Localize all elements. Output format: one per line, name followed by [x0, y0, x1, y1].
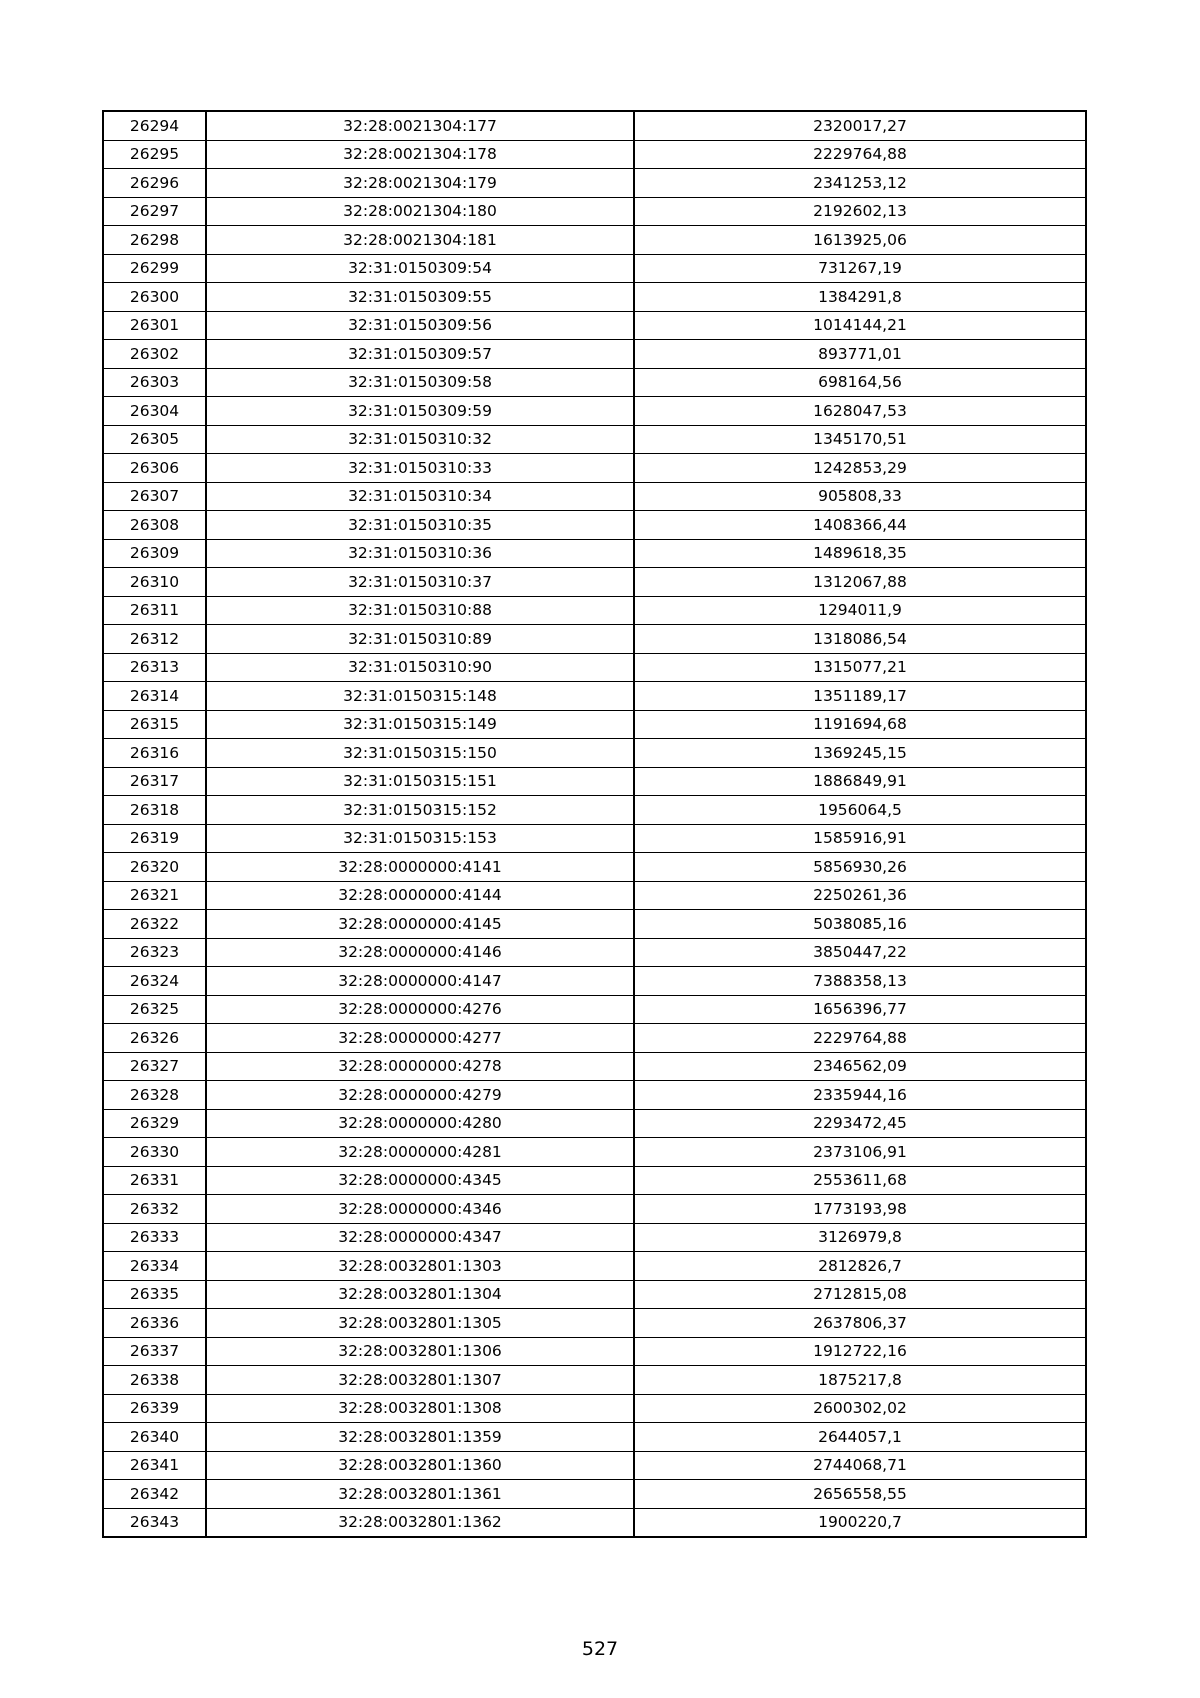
cadastral-value-cell: 1014144,21	[634, 311, 1086, 340]
table-row	[103, 397, 1086, 426]
table-row	[103, 710, 1086, 739]
row-number-cell: 26300	[103, 283, 206, 312]
cadastral-number-cell: 32:28:0000000:4278	[206, 1052, 634, 1081]
table-row	[103, 1423, 1086, 1452]
row-number-cell: 26306	[103, 454, 206, 483]
cadastral-value-cell: 7388358,13	[634, 967, 1086, 996]
cadastral-number-cell: 32:28:0032801:1308	[206, 1394, 634, 1423]
cadastral-number-cell: 32:31:0150315:152	[206, 796, 634, 825]
cadastral-value-cell: 2637806,37	[634, 1309, 1086, 1338]
cadastral-value-cell: 1489618,35	[634, 539, 1086, 568]
row-number-cell: 26302	[103, 340, 206, 369]
row-number-cell: 26330	[103, 1138, 206, 1167]
cadastral-value-cell: 698164,56	[634, 368, 1086, 397]
cadastral-value-cell: 1585916,91	[634, 824, 1086, 853]
table-row	[103, 511, 1086, 540]
row-number-cell: 26312	[103, 625, 206, 654]
table-row	[103, 539, 1086, 568]
cadastral-value-cell: 1912722,16	[634, 1337, 1086, 1366]
row-number-cell: 26324	[103, 967, 206, 996]
table-row	[103, 824, 1086, 853]
table-row	[103, 1138, 1086, 1167]
table-row	[103, 169, 1086, 198]
cadastral-value-cell: 3126979,8	[634, 1223, 1086, 1252]
cadastral-number-cell: 32:31:0150309:54	[206, 254, 634, 283]
cadastral-value-cell: 2553611,68	[634, 1166, 1086, 1195]
cadastral-number-cell: 32:31:0150310:33	[206, 454, 634, 483]
row-number-cell: 26316	[103, 739, 206, 768]
row-number-cell: 26335	[103, 1280, 206, 1309]
cadastral-value-cell: 1408366,44	[634, 511, 1086, 540]
cadastral-number-cell: 32:31:0150310:36	[206, 539, 634, 568]
row-number-cell: 26313	[103, 653, 206, 682]
cadastral-number-cell: 32:31:0150315:150	[206, 739, 634, 768]
cadastral-number-cell: 32:28:0000000:4281	[206, 1138, 634, 1167]
cadastral-number-cell: 32:31:0150315:151	[206, 767, 634, 796]
cadastral-value-cell: 2644057,1	[634, 1423, 1086, 1452]
cadastral-value-cell: 1312067,88	[634, 568, 1086, 597]
table-row	[103, 682, 1086, 711]
cadastral-number-cell: 32:28:0000000:4147	[206, 967, 634, 996]
row-number-cell: 26298	[103, 226, 206, 255]
row-number-cell: 26332	[103, 1195, 206, 1224]
table-row	[103, 1337, 1086, 1366]
cadastral-value-cell: 1956064,5	[634, 796, 1086, 825]
cadastral-value-cell: 1384291,8	[634, 283, 1086, 312]
cadastral-value-cell: 1345170,51	[634, 425, 1086, 454]
row-number-cell: 26308	[103, 511, 206, 540]
cadastral-number-cell: 32:31:0150310:35	[206, 511, 634, 540]
cadastral-value-cell: 2229764,88	[634, 1024, 1086, 1053]
cadastral-number-cell: 32:28:0021304:178	[206, 140, 634, 169]
cadastral-value-cell: 2373106,91	[634, 1138, 1086, 1167]
cadastral-value-cell: 1628047,53	[634, 397, 1086, 426]
table-row	[103, 1252, 1086, 1281]
row-number-cell: 26301	[103, 311, 206, 340]
row-number-cell: 26326	[103, 1024, 206, 1053]
cadastral-number-cell: 32:28:0021304:180	[206, 197, 634, 226]
row-number-cell: 26325	[103, 995, 206, 1024]
table-row	[103, 995, 1086, 1024]
table-row	[103, 1223, 1086, 1252]
cadastral-value-cell: 2192602,13	[634, 197, 1086, 226]
table-row	[103, 340, 1086, 369]
cadastral-value-cell: 2812826,7	[634, 1252, 1086, 1281]
row-number-cell: 26329	[103, 1109, 206, 1138]
cadastral-number-cell: 32:31:0150310:34	[206, 482, 634, 511]
row-number-cell: 26334	[103, 1252, 206, 1281]
row-number-cell: 26321	[103, 881, 206, 910]
cadastral-value-cell: 1886849,91	[634, 767, 1086, 796]
cadastral-value-cell: 1900220,7	[634, 1508, 1086, 1537]
cadastral-number-cell: 32:31:0150309:59	[206, 397, 634, 426]
row-number-cell: 26294	[103, 111, 206, 140]
cadastral-number-cell: 32:31:0150310:89	[206, 625, 634, 654]
cadastral-number-cell: 32:28:0000000:4276	[206, 995, 634, 1024]
table-body	[103, 111, 1086, 1537]
cadastral-value-cell: 1656396,77	[634, 995, 1086, 1024]
row-number-cell: 26327	[103, 1052, 206, 1081]
table-row	[103, 1024, 1086, 1053]
table-row	[103, 1109, 1086, 1138]
table-row	[103, 368, 1086, 397]
row-number-cell: 26311	[103, 596, 206, 625]
cadastral-value-cell: 1369245,15	[634, 739, 1086, 768]
page-number: 527	[581, 1638, 619, 1660]
table-row	[103, 910, 1086, 939]
cadastral-number-cell: 32:31:0150309:56	[206, 311, 634, 340]
row-number-cell: 26342	[103, 1480, 206, 1509]
cadastral-number-cell: 32:28:0032801:1307	[206, 1366, 634, 1395]
row-number-cell: 26307	[103, 482, 206, 511]
cadastral-value-cell: 2341253,12	[634, 169, 1086, 198]
table-row	[103, 254, 1086, 283]
cadastral-number-cell: 32:31:0150315:149	[206, 710, 634, 739]
row-number-cell: 26338	[103, 1366, 206, 1395]
cadastral-number-cell: 32:28:0032801:1304	[206, 1280, 634, 1309]
row-number-cell: 26322	[103, 910, 206, 939]
row-number-cell: 26317	[103, 767, 206, 796]
cadastral-value-cell: 2346562,09	[634, 1052, 1086, 1081]
row-number-cell: 26331	[103, 1166, 206, 1195]
table-row	[103, 482, 1086, 511]
cadastral-value-cell: 1773193,98	[634, 1195, 1086, 1224]
cadastral-number-cell: 32:28:0032801:1360	[206, 1451, 634, 1480]
table-row	[103, 596, 1086, 625]
table-row	[103, 311, 1086, 340]
cadastral-value-cell: 2712815,08	[634, 1280, 1086, 1309]
row-number-cell: 26297	[103, 197, 206, 226]
cadastral-value-cell: 2656558,55	[634, 1480, 1086, 1509]
table-row	[103, 853, 1086, 882]
cadastral-value-cell: 1875217,8	[634, 1366, 1086, 1395]
cadastral-number-cell: 32:28:0000000:4141	[206, 853, 634, 882]
table-row	[103, 796, 1086, 825]
row-number-cell: 26339	[103, 1394, 206, 1423]
cadastral-value-cell: 2250261,36	[634, 881, 1086, 910]
row-number-cell: 26304	[103, 397, 206, 426]
table-row	[103, 1366, 1086, 1395]
cadastral-number-cell: 32:28:0021304:179	[206, 169, 634, 198]
cadastral-number-cell: 32:28:0000000:4280	[206, 1109, 634, 1138]
cadastral-value-cell: 893771,01	[634, 340, 1086, 369]
row-number-cell: 26310	[103, 568, 206, 597]
cadastral-number-cell: 32:28:0000000:4345	[206, 1166, 634, 1195]
cadastral-value-cell: 5038085,16	[634, 910, 1086, 939]
cadastral-value-cell: 1242853,29	[634, 454, 1086, 483]
cadastral-number-cell: 32:31:0150310:90	[206, 653, 634, 682]
row-number-cell: 26314	[103, 682, 206, 711]
table-row	[103, 1309, 1086, 1338]
cadastral-number-cell: 32:28:0000000:4277	[206, 1024, 634, 1053]
cadastral-number-cell: 32:31:0150315:148	[206, 682, 634, 711]
row-number-cell: 26340	[103, 1423, 206, 1452]
cadastral-value-cell: 2229764,88	[634, 140, 1086, 169]
table-row	[103, 1166, 1086, 1195]
table-row	[103, 625, 1086, 654]
row-number-cell: 26336	[103, 1309, 206, 1338]
cadastral-value-cell: 905808,33	[634, 482, 1086, 511]
cadastral-number-cell: 32:28:0000000:4347	[206, 1223, 634, 1252]
cadastral-number-cell: 32:28:0000000:4279	[206, 1081, 634, 1110]
row-number-cell: 26309	[103, 539, 206, 568]
cadastral-value-cell: 731267,19	[634, 254, 1086, 283]
row-number-cell: 26333	[103, 1223, 206, 1252]
row-number-cell: 26295	[103, 140, 206, 169]
cadastral-value-cell: 5856930,26	[634, 853, 1086, 882]
cadastral-value-cell: 1613925,06	[634, 226, 1086, 255]
cadastral-number-cell: 32:28:0000000:4146	[206, 938, 634, 967]
table-row	[103, 111, 1086, 140]
row-number-cell: 26319	[103, 824, 206, 853]
row-number-cell: 26299	[103, 254, 206, 283]
cadastral-number-cell: 32:28:0021304:181	[206, 226, 634, 255]
cadastral-number-cell: 32:28:0032801:1305	[206, 1309, 634, 1338]
cadastral-number-cell: 32:28:0000000:4346	[206, 1195, 634, 1224]
row-number-cell: 26320	[103, 853, 206, 882]
table-row	[103, 226, 1086, 255]
cadastral-value-cell: 1351189,17	[634, 682, 1086, 711]
cadastral-value-cell: 2320017,27	[634, 111, 1086, 140]
table-row	[103, 1508, 1086, 1537]
table-row	[103, 1052, 1086, 1081]
row-number-cell: 26296	[103, 169, 206, 198]
table-row	[103, 938, 1086, 967]
table-row	[103, 1480, 1086, 1509]
cadastral-number-cell: 32:31:0150309:57	[206, 340, 634, 369]
table-row	[103, 767, 1086, 796]
cadastral-number-cell: 32:31:0150310:37	[206, 568, 634, 597]
table-row	[103, 283, 1086, 312]
cadastral-number-cell: 32:31:0150310:32	[206, 425, 634, 454]
cadastre-value-table	[102, 110, 1087, 1538]
cadastral-value-cell: 1315077,21	[634, 653, 1086, 682]
cadastral-number-cell: 32:28:0000000:4145	[206, 910, 634, 939]
cadastral-number-cell: 32:28:0032801:1306	[206, 1337, 634, 1366]
row-number-cell: 26341	[103, 1451, 206, 1480]
cadastral-value-cell: 1191694,68	[634, 710, 1086, 739]
table-row	[103, 1280, 1086, 1309]
table-row	[103, 967, 1086, 996]
row-number-cell: 26315	[103, 710, 206, 739]
cadastral-number-cell: 32:31:0150315:153	[206, 824, 634, 853]
cadastral-number-cell: 32:28:0021304:177	[206, 111, 634, 140]
table-row	[103, 140, 1086, 169]
cadastral-value-cell: 1318086,54	[634, 625, 1086, 654]
cadastral-number-cell: 32:31:0150309:58	[206, 368, 634, 397]
table-row	[103, 653, 1086, 682]
table-row	[103, 1195, 1086, 1224]
row-number-cell: 26323	[103, 938, 206, 967]
cadastral-number-cell: 32:31:0150310:88	[206, 596, 634, 625]
table-row	[103, 1081, 1086, 1110]
cadastral-number-cell: 32:28:0032801:1303	[206, 1252, 634, 1281]
cadastral-value-cell: 2744068,71	[634, 1451, 1086, 1480]
row-number-cell: 26343	[103, 1508, 206, 1537]
table-row	[103, 454, 1086, 483]
table-row	[103, 197, 1086, 226]
cadastral-value-cell: 3850447,22	[634, 938, 1086, 967]
row-number-cell: 26328	[103, 1081, 206, 1110]
table-row	[103, 1451, 1086, 1480]
cadastral-value-cell: 2335944,16	[634, 1081, 1086, 1110]
cadastral-number-cell: 32:28:0032801:1361	[206, 1480, 634, 1509]
row-number-cell: 26305	[103, 425, 206, 454]
cadastral-number-cell: 32:28:0032801:1362	[206, 1508, 634, 1537]
table-row	[103, 568, 1086, 597]
cadastral-number-cell: 32:28:0000000:4144	[206, 881, 634, 910]
row-number-cell: 26337	[103, 1337, 206, 1366]
cadastral-number-cell: 32:28:0032801:1359	[206, 1423, 634, 1452]
row-number-cell: 26318	[103, 796, 206, 825]
table-row	[103, 1394, 1086, 1423]
cadastral-number-cell: 32:31:0150309:55	[206, 283, 634, 312]
table-row	[103, 425, 1086, 454]
cadastral-value-cell: 1294011,9	[634, 596, 1086, 625]
table-row	[103, 739, 1086, 768]
cadastral-value-cell: 2293472,45	[634, 1109, 1086, 1138]
cadastral-value-cell: 2600302,02	[634, 1394, 1086, 1423]
table-row	[103, 881, 1086, 910]
row-number-cell: 26303	[103, 368, 206, 397]
